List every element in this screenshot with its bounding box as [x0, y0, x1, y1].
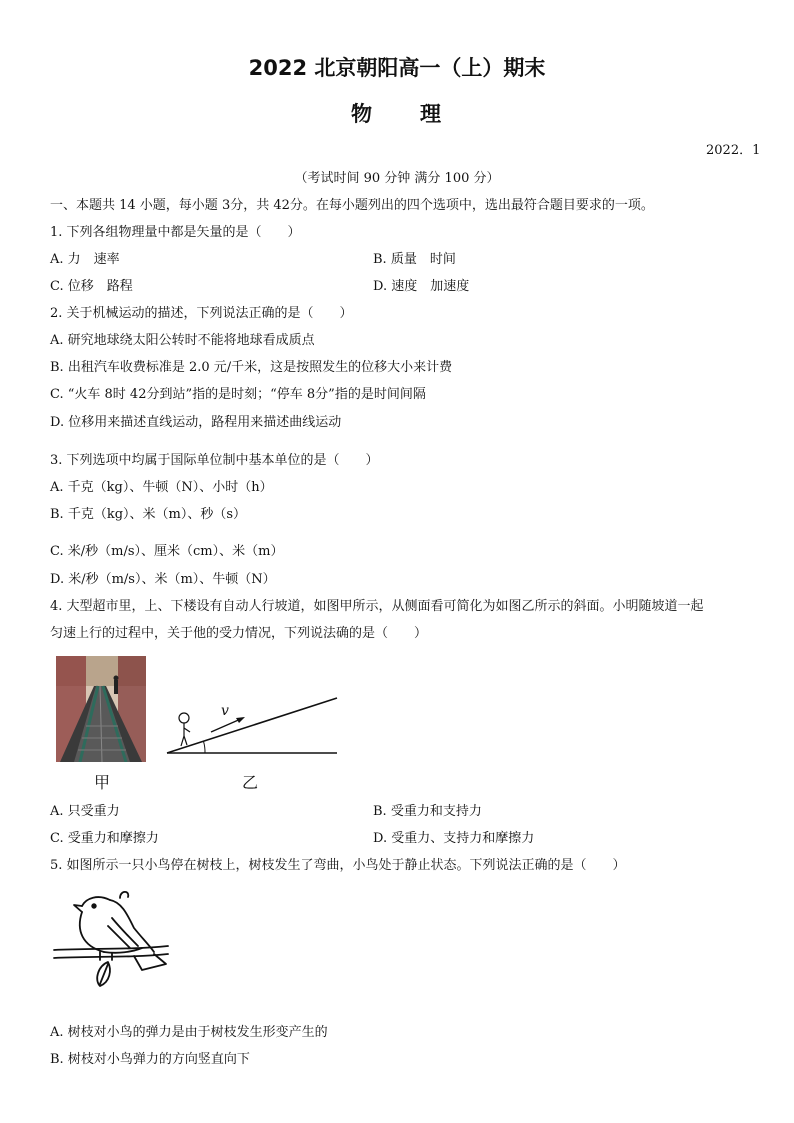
question-4-option-b: B. 受重力和支持力	[373, 804, 482, 819]
question-5-option-b: B. 树枝对小鸟弹力的方向竖直向下	[50, 1052, 250, 1067]
exam-title: 2022 北京朝阳高一（上）期末	[248, 56, 546, 80]
question-3-option-c: C. 米/秒（m/s）、厘米（cm）、米（m）	[50, 544, 284, 559]
exam-date: 2022．1	[706, 143, 761, 158]
question-2-option-b: B. 出租汽车收费标准是 2.0 元/千米，这是按照发生的位移大小来计费	[50, 360, 453, 375]
question-4-option-a: A. 只受重力	[50, 804, 120, 819]
subject-title: 物 理	[351, 102, 443, 126]
section-instructions: 一、本题共 14 小题，每小题 3分，共 42分。在每小题列出的四个选项中，选出最符合题目要求的一项。	[50, 198, 654, 213]
question-1-option-c: C. 位移 路程	[50, 279, 133, 294]
question-2-option-d: D. 位移用来描述直线运动，路程用来描述曲线运动	[50, 415, 342, 430]
bird-on-branch-figure	[50, 886, 175, 991]
question-2-stem: 2. 关于机械运动的描述，下列说法正确的是（ ）	[50, 306, 353, 321]
question-4-stem-line2: 匀速上行的过程中，关于他的受力情况，下列说法确的是（ ）	[50, 626, 428, 641]
question-1-stem: 1. 下列各组物理量中都是矢量的是（ ）	[50, 225, 301, 240]
exam-info: （考试时间 90 分钟 满分 100 分）	[294, 171, 500, 186]
figure-jia-label: 甲	[94, 773, 111, 792]
question-2-option-a: A. 研究地球绕太阳公转时不能将地球看成质点	[50, 333, 315, 348]
question-5-option-a: A. 树枝对小鸟的弹力是由于树枝发生形变产生的	[50, 1025, 328, 1040]
question-1-option-d: D. 速度 加速度	[373, 279, 470, 294]
question-2-option-c: C. “火车 8时 42分到站”指的是时刻；“停车 8分”指的是时间间隔	[50, 387, 426, 402]
question-4-option-c: C. 受重力和摩擦力	[50, 831, 159, 846]
question-1-option-b: B. 质量 时间	[373, 252, 456, 267]
question-3-option-d: D. 米/秒（m/s）、米（m）、牛顿（N）	[50, 572, 276, 587]
figure-yi-label: 乙	[242, 773, 259, 792]
question-1-option-a: A. 力 速率	[50, 252, 120, 267]
incline-diagram	[165, 690, 345, 762]
question-4-option-d: D. 受重力、支持力和摩擦力	[373, 831, 535, 846]
escalator-photo	[56, 656, 146, 762]
question-3-option-a: A. 千克（kg）、牛顿（N）、小时（h）	[50, 480, 273, 495]
question-3-stem: 3. 下列选项中均属于国际单位制中基本单位的是（ ）	[50, 453, 379, 468]
velocity-symbol: v	[221, 703, 229, 719]
question-4-stem-line1: 4. 大型超市里，上、下楼设有自动人行坡道，如图甲所示，从侧面看可简化为如图乙所示的斜面。小明随坡道一起	[50, 599, 704, 614]
question-3-option-b: B. 千克（kg）、米（m）、秒（s）	[50, 507, 247, 522]
question-5-stem: 5. 如图所示一只小鸟停在树枝上，树枝发生了弯曲，小鸟处于静止状态。下列说法正确的是（ ）	[50, 858, 626, 873]
